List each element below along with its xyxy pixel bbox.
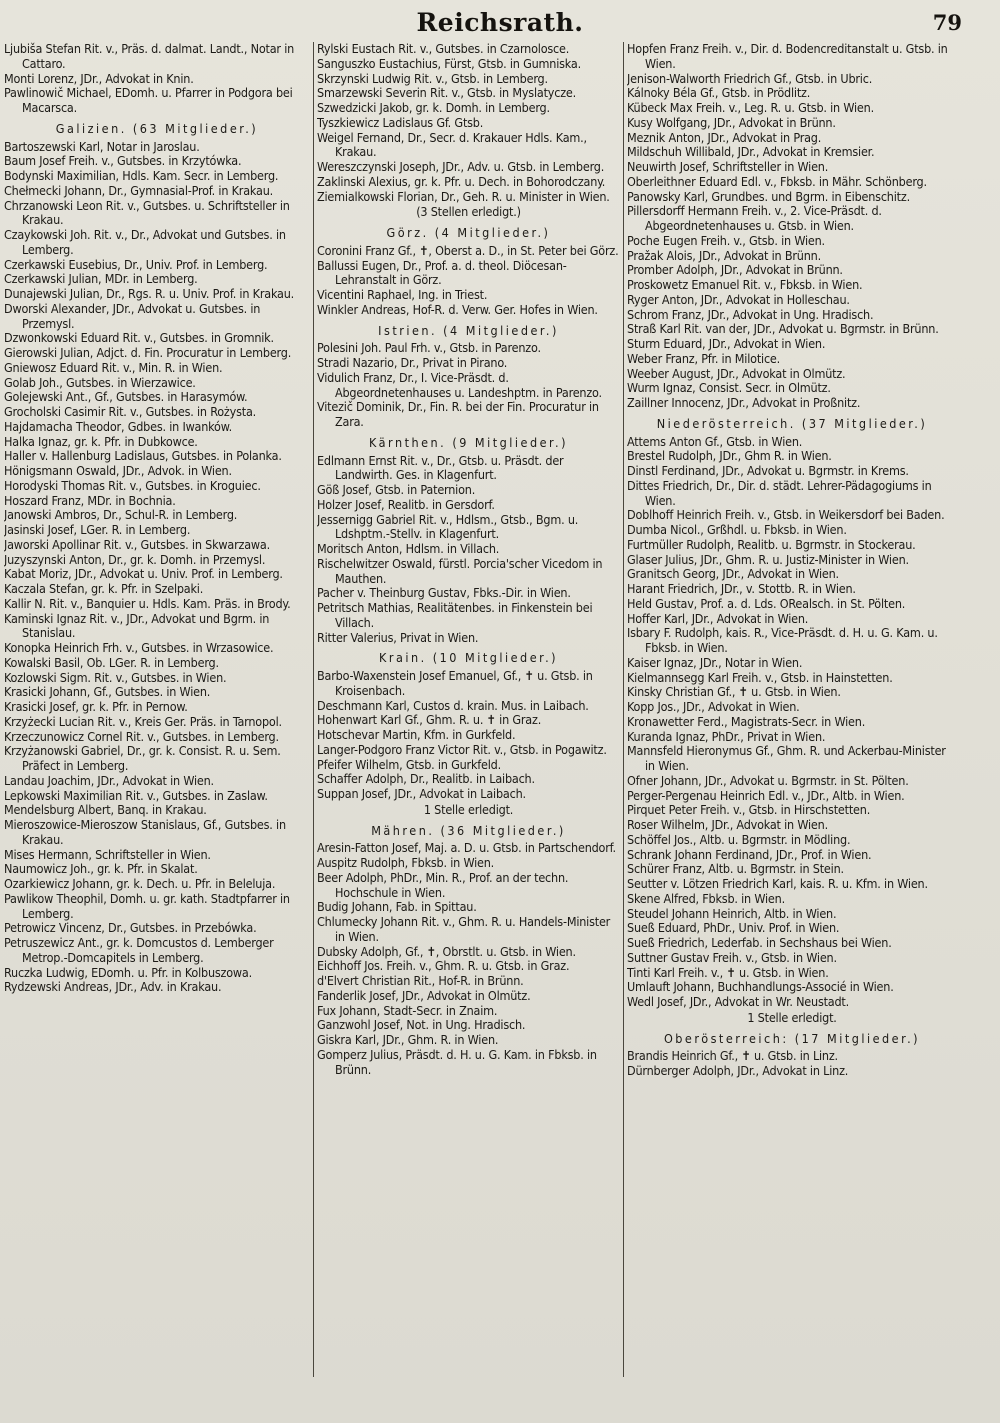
member-entry: Pawlinowič Michael, EDomh. u. Pfarrer in Podgora bei Macarsca.	[4, 85, 293, 115]
member-entry: Pawlikow Theophil, Domh. u. gr. kath. Stadtpfarrer in Lemberg.	[4, 890, 290, 921]
member-entry: Umlauft Johann, Buchhandlungs-Associé in Wien.	[627, 979, 894, 995]
member-entry: Fanderlik Josef, JDr., Advokat in Olmütz.	[317, 987, 531, 1003]
member-entry: Jasinski Josef, LGer. R. in Lemberg.	[4, 522, 191, 537]
section-heading: Niederösterreich. (37 Mitglieder.)	[656, 415, 928, 431]
member-entry: Czerkawski Julian, MDr. in Lemberg.	[4, 271, 198, 287]
member-entry: Polesini Joh. Paul Frh. v., Gtsb. in Parenzo.	[317, 340, 541, 356]
member-entry: Kronawetter Ferd., Magistrats-Secr. in Wien.	[627, 713, 866, 729]
member-entry: Vicentini Raphael, Ing. in Triest.	[317, 287, 488, 302]
member-entry: Rydzewski Andreas, JDr., Adv. in Krakau.	[4, 979, 222, 995]
member-entry: Schaffer Adolph, Dr., Realitb. in Laibach.	[317, 771, 535, 787]
member-entry: Kallir N. Rit. v., Banquier u. Hdls. Kam. Präs. in Brody.	[4, 595, 291, 611]
member-entry: Granitsch Georg, JDr., Advokat in Wien.	[627, 566, 839, 582]
member-entry: Langer-Podgoro Franz Victor Rit. v., Gtsb. in Pogawitz.	[317, 741, 607, 757]
member-entry: Deschmann Karl, Custos d. krain. Mus. in Laibach.	[317, 697, 589, 713]
member-entry: Edlmann Ernst Rit. v., Dr., Gtsb. u. Präsdt. der Landwirth. Ges. in Klagenfurt.	[317, 452, 564, 483]
member-entry: Hönigsmann Oswald, JDr., Advok. in Wien.	[4, 463, 232, 478]
member-entry: Ballussi Eugen, Dr., Prof. a. d. theol. Diöcesan-Lehranstalt in Görz.	[317, 257, 567, 288]
member-entry: Weber Franz, Pfr. in Milotice.	[627, 350, 781, 366]
member-entry: Sueß Friedrich, Lederfab. in Sechshaus bei Wien.	[627, 935, 892, 950]
member-entry: Baum Josef Freih. v., Gutsbes. in Krzytówka.	[4, 153, 242, 169]
member-entry: Gniewosz Eduard Rit. v., Min. R. in Wien.	[4, 359, 223, 375]
member-entry: Jessernigg Gabriel Rit. v., Hdlsm., Gtsb., Bgm. u. Ldshptm.-Stellv. in Klagenfurt.	[317, 511, 579, 542]
member-entry: Tinti Karl Freih. v., ✝ u. Gtsb. in Wien.	[627, 964, 829, 980]
member-entry: Kopp Jos., JDr., Advokat in Wien.	[627, 699, 800, 714]
member-entry: Furtmüller Rudolph, Realitb. u. Bgrmstr. in Stockerau.	[627, 536, 916, 552]
member-entry: Mises Hermann, Schriftsteller in Wien.	[4, 846, 211, 862]
member-entry: Stradi Nazario, Dr., Privat in Pirano.	[317, 355, 508, 370]
member-entry: Juzyszynski Anton, Dr., gr. k. Domh. in Przemysl.	[4, 551, 266, 567]
section-heading: Mähren. (36 Mitglieder.)	[371, 822, 566, 838]
member-entry: Dumba Nicol., Grßhdl. u. Fbksb. in Wien.	[627, 522, 847, 537]
member-entry: Harant Friedrich, JDr., v. Stottb. R. in Wien.	[627, 581, 856, 596]
member-entry: Naumowicz Joh., gr. k. Pfr. in Skalat.	[4, 861, 198, 877]
member-entry: Hajdamacha Theodor, Gdbes. in Iwanków.	[4, 418, 232, 434]
member-entry: Attems Anton Gf., Gtsb. in Wien.	[627, 433, 803, 449]
member-entry: Mendelsburg Albert, Banq. in Krakau.	[4, 802, 207, 818]
member-entry: Sanguszko Eustachius, Fürst, Gtsb. in Gumniska.	[317, 55, 581, 71]
member-entry: Weigel Fernand, Dr., Secr. d. Krakauer Hdls. Kam., Krakau.	[317, 129, 587, 160]
member-entry: Gomperz Julius, Präsdt. d. H. u. G. Kam. in Fbksb. in Brünn.	[317, 1046, 597, 1077]
member-entry: Straß Karl Rit. van der, JDr., Advokat u. Bgrmstr. in Brünn.	[627, 321, 939, 337]
member-entry: Fux Johann, Stadt-Secr. in Znaim.	[317, 1002, 498, 1018]
member-entry: Krasicki Josef, gr. k. Pfr. in Pernow.	[4, 699, 188, 714]
member-entry: Promber Adolph, JDr., Advokat in Brünn.	[627, 262, 843, 278]
member-entry: Grocholski Casimir Rit. v., Gutsbes. in Rożysta.	[4, 404, 257, 419]
member-entry: Kowalski Basil, Ob. LGer. R. in Lemberg.	[4, 654, 219, 670]
section-heading: Kärnthen. (9 Mitglieder.)	[369, 434, 568, 450]
member-entry: Doblhoff Heinrich Freih. v., Gtsb. in Weikersdorf bei Baden.	[627, 507, 945, 523]
member-entry: Golab Joh., Gutsbes. in Wierzawice.	[4, 374, 196, 390]
member-entry: Kübeck Max Freih. v., Leg. R. u. Gtsb. in Wien.	[627, 100, 874, 115]
member-entry: Kuranda Ignaz, PhDr., Privat in Wien.	[627, 728, 826, 744]
member-entry: Wereszczynski Joseph, JDr., Adv. u. Gtsb. in Lemberg.	[317, 159, 605, 174]
column-1	[4, 42, 310, 1402]
member-entry: Hotschevar Martin, Kfm. in Gurkfeld.	[317, 727, 516, 742]
member-entry: Kaminski Ignaz Rit. v., JDr., Advokat und Bgrm. in Stanislau.	[4, 610, 270, 641]
member-entry: Kaczala Stefan, gr. k. Pfr. in Szelpaki.	[4, 581, 204, 596]
member-entry: Czaykowski Joh. Rit. v., Dr., Advokat und Gutsbes. in Lemberg.	[4, 227, 286, 257]
member-entry: Dittes Friedrich, Dr., Dir. d. städt. Lehrer-Pädagogiums in Wien.	[627, 477, 932, 508]
member-entry: Auspitz Rudolph, Fbksb. in Wien.	[317, 855, 495, 870]
member-entry: Czerkawski Eusebius, Dr., Univ. Prof. in Lemberg.	[4, 256, 268, 272]
member-entry: Ganzwohl Josef, Not. in Ung. Hradisch.	[317, 1017, 526, 1033]
vacancy-note: (3 Stellen erledigt.)	[416, 204, 521, 220]
member-entry: Brestel Rudolph, JDr., Ghm R. in Wien.	[627, 448, 832, 464]
page-header	[0, 6, 1000, 40]
member-entry: Sueß Eduard, PhDr., Univ. Prof. in Wien.	[627, 920, 840, 936]
member-entry: Dunajewski Julian, Dr., Rgs. R. u. Univ. Prof. in Krakau.	[4, 286, 295, 301]
member-entry: Suttner Gustav Freih. v., Gtsb. in Wien.	[627, 949, 837, 965]
member-entry: Horodyski Thomas Rit. v., Gutsbes. in Kroguiec.	[4, 477, 261, 493]
member-entry: Schürer Franz, Altb. u. Bgrmstr. in Stein.	[627, 861, 844, 877]
member-entry: Coronini Franz Gf., ✝, Oberst a. D., in St. Peter bei Görz.	[317, 242, 619, 258]
member-entry: Barbo-Waxenstein Josef Emanuel, Gf., ✝ u. Gtsb. in Kroisenbach.	[317, 668, 593, 698]
member-entry: Budig Johann, Fab. in Spittau.	[317, 899, 477, 915]
member-entry: Krasicki Johann, Gf., Gutsbes. in Wien.	[4, 684, 211, 700]
member-entry: Tyszkiewicz Ladislaus Gf. Gtsb.	[317, 114, 484, 130]
member-entry: Ruczka Ludwig, EDomh. u. Pfr. in Kolbuszowa.	[4, 964, 252, 980]
member-entry: Mieroszowice-Mieroszow Stanislaus, Gf., Gutsbes. in Krakau.	[4, 817, 286, 847]
member-entry: Dinstl Ferdinand, JDr., Advokat u. Bgrmstr. in Krems.	[627, 463, 909, 478]
member-entry: Schrank Johann Ferdinand, JDr., Prof. in Wien.	[627, 846, 872, 862]
member-entry: Jaworski Apollinar Rit. v., Gutsbes. in Skwarzawa.	[4, 536, 270, 552]
member-entry: Ljubiša Stefan Rit. v., Präs. d. dalmat. Landt., Notar in Cattaro.	[4, 42, 295, 71]
member-entry: Sturm Eduard, JDr., Advokat in Wien.	[627, 336, 826, 351]
member-entry: Hoffer Karl, JDr., Advokat in Wien.	[627, 610, 809, 626]
member-entry: Haller v. Hallenburg Ladislaus, Gutsbes. in Polanka.	[4, 448, 282, 464]
member-entry: Steudel Johann Heinrich, Altb. in Wien.	[627, 905, 837, 921]
member-entry: Skrzynski Ludwig Rit. v., Gtsb. in Lemberg.	[317, 70, 548, 86]
vacancy-note: 1 Stelle erledigt.	[423, 801, 514, 817]
vacancy-note: 1 Stelle erledigt.	[747, 1009, 837, 1025]
member-entry: Pirquet Peter Freih. v., Gtsb. in Hirschstetten.	[627, 802, 871, 818]
member-entry: Ziemialkowski Florian, Dr., Geh. R. u. Minister in Wien.	[317, 188, 610, 204]
member-entry: Ozarkiewicz Johann, gr. k. Dech. u. Pfr. in Beleluja.	[4, 876, 276, 891]
member-entry: Giskra Karl, JDr., Ghm. R. in Wien.	[317, 1032, 499, 1047]
member-entry: Poche Eugen Freih. v., Gtsb. in Wien.	[627, 232, 825, 248]
member-entry: Petrowicz Vincenz, Dr., Gutsbes. in Przebówka.	[4, 920, 257, 936]
member-entry: Rylski Eustach Rit. v., Gutsbes. in Czarnolosce.	[317, 42, 570, 56]
member-entry: Kabat Moriz, JDr., Advokat u. Univ. Prof. in Lemberg.	[4, 566, 283, 582]
member-entry: Beer Adolph, PhDr., Min. R., Prof. an der techn. Hochschule in Wien.	[317, 869, 569, 900]
member-entry: Dubsky Adolph, Gf., ✝, Obrstlt. u. Gtsb. in Wien.	[317, 943, 576, 959]
member-entry: Janowski Ambros, Dr., Schul-R. in Lemberg.	[4, 507, 238, 523]
member-entry: Schöffel Jos., Altb. u. Bgrmstr. in Mödling.	[627, 831, 851, 847]
member-entry: Lepkowski Maximilian Rit. v., Gutsbes. in Zaslaw.	[4, 787, 268, 803]
member-entry: Gierowski Julian, Adjct. d. Fin. Procuratur in Lemberg.	[4, 345, 292, 360]
member-entry: Aresin-Fatton Josef, Maj. a. D. u. Gtsb. in Partschendorf.	[317, 840, 616, 856]
member-entry: Chrzanowski Leon Rit. v., Gutsbes. u. Schriftsteller in Krakau.	[4, 197, 290, 228]
member-entry: Krzyżecki Lucian Rit. v., Kreis Ger. Präs. in Tarnopol.	[4, 713, 282, 729]
member-entry: Proskowetz Emanuel Rit. v., Fbksb. in Wien.	[627, 277, 863, 292]
member-entry: Oberleithner Eduard Edl. v., Fbksb. in Mähr. Schönberg.	[627, 173, 927, 189]
member-entry: Meznik Anton, JDr., Advokat in Prag.	[627, 129, 822, 145]
member-entry: Rischelwitzer Oswald, fürstl. Porcia'scher Vicedom in Mauthen.	[317, 555, 603, 586]
member-entry: Hohenwart Karl Gf., Ghm. R. u. ✝ in Graz.	[317, 712, 542, 728]
member-entry: Holzer Josef, Realitb. in Gersdorf.	[317, 496, 495, 512]
section-heading: Görz. (4 Mitglieder.)	[386, 225, 551, 240]
member-entry: Pfeifer Wilhelm, Gtsb. in Gurkfeld.	[317, 756, 501, 772]
member-entry: Petritsch Mathias, Realitätenbes. in Finkenstein bei Villach.	[317, 600, 593, 630]
member-entry: Chlumecky Johann Rit. v., Ghm. R. u. Handels-Minister in Wien.	[317, 914, 611, 944]
member-entry: Seutter v. Lötzen Friedrich Karl, kais. R. u. Kfm. in Wien.	[627, 876, 928, 891]
member-entry: Ryger Anton, JDr., Advokat in Holleschau.	[627, 291, 850, 307]
member-entry: Hopfen Franz Freih. v., Dir. d. Bodencreditanstalt u. Gtsb. in Wien.	[627, 42, 948, 71]
section-heading: Krain. (10 Mitglieder.)	[378, 650, 559, 666]
member-entry: Monti Lorenz, JDr., Advokat in Knin.	[4, 70, 194, 86]
section-heading: Oberösterreich: (17 Mitglieder.)	[663, 1030, 921, 1046]
member-entry: Hoszard Franz, MDr. in Bochnia.	[4, 492, 176, 508]
member-entry: Vidulich Franz, Dr., I. Vice-Präsdt. d. Abgeordnetenhauses u. Landeshptm. in Parenzo.	[317, 369, 602, 400]
member-entry: Brandis Heinrich Gf., ✝ u. Gtsb. in Linz.	[627, 1048, 838, 1064]
member-entry: Wurm Ignaz, Consist. Secr. in Olmütz.	[627, 380, 831, 396]
member-entry: Glaser Julius, JDr., Ghm. R. u. Justiz-Minister in Wien.	[627, 551, 909, 567]
member-entry: Kinsky Christian Gf., ✝ u. Gtsb. in Wien.	[627, 684, 841, 700]
member-entry: Suppan Josef, JDr., Advokat in Laibach.	[317, 786, 526, 801]
member-entry: Kusy Wolfgang, JDr., Advokat in Brünn.	[627, 114, 836, 130]
member-entry: Kielmannsegg Karl Freih. v., Gtsb. in Hainstetten.	[627, 669, 893, 685]
member-entry: Neuwirth Josef, Schriftsteller in Wien.	[627, 159, 829, 174]
member-entry: Pacher v. Theinburg Gustav, Fbks.-Dir. in Wien.	[317, 585, 571, 601]
member-entry: Dürnberger Adolph, JDr., Advokat in Linz.	[627, 1063, 849, 1078]
member-entry: Moritsch Anton, Hdlsm. in Villach.	[317, 541, 500, 556]
member-entry: Ofner Johann, JDr., Advokat u. Bgrmstr. in St. Pölten.	[627, 772, 909, 788]
member-entry: Eichhoff Jos. Freih. v., Ghm. R. u. Gtsb. in Graz.	[317, 958, 570, 974]
member-entry: Chełmecki Johann, Dr., Gymnasial-Prof. in Krakau.	[4, 182, 273, 198]
member-entry: Kaiser Ignaz, JDr., Notar in Wien.	[627, 654, 803, 670]
member-entry: Bartoszewski Karl, Notar in Jaroslau.	[4, 138, 200, 154]
member-entry: Schrom Franz, JDr., Advokat in Ung. Hradisch.	[627, 306, 874, 322]
member-entry: Szwedzicki Jakob, gr. k. Domh. in Lemberg.	[317, 100, 550, 115]
member-entry: Halka Ignaz, gr. k. Pfr. in Dubkowce.	[4, 433, 198, 449]
column-divider	[623, 42, 624, 1377]
member-entry: Konopka Heinrich Frh. v., Gutsbes. in Wrzasowice.	[4, 640, 274, 655]
page-number: 79	[932, 10, 962, 35]
member-entry: Weeber August, JDr., Advokat in Olmütz.	[627, 365, 846, 381]
member-entry: Kozlowski Sigm. Rit. v., Gutsbes. in Wien.	[4, 669, 227, 685]
member-entry: Landau Joachim, JDr., Advokat in Wien.	[4, 772, 214, 788]
member-entry: Panowsky Karl, Grundbes. und Bgrm. in Eibenschitz.	[627, 188, 910, 204]
member-entry: Petruszewicz Ant., gr. k. Domcustos d. Lemberger Metrop.-Domcapitels in Lemberg.	[4, 935, 274, 965]
section-heading: Istrien. (4 Mitglieder.)	[378, 322, 559, 338]
member-entry: Held Gustav, Prof. a. d. Lds. ORealsch. in St. Pölten.	[627, 595, 906, 611]
member-entry: Isbary F. Rudolph, kais. R., Vice-Präsdt. d. H. u. G. Kam. u. Fbksb. in Wien.	[627, 625, 938, 655]
member-entry: Vitezič Dominik, Dr., Fin. R. bei der Fin. Procuratur in Zara.	[317, 399, 599, 429]
member-entry: Ritter Valerius, Privat in Wien.	[317, 629, 479, 645]
member-entry: Dworski Alexander, JDr., Advokat u. Gutsbes. in Przemysl.	[4, 300, 261, 331]
member-entry: Winkler Andreas, Hof-R. d. Verw. Ger. Hofes in Wien.	[317, 301, 598, 317]
member-entry: Krzeczunowicz Cornel Rit. v., Gutsbes. in Lemberg.	[4, 728, 279, 744]
member-entry: Krzyżanowski Gabriel, Dr., gr. k. Consist. R. u. Sem. Präfect in Lemberg.	[4, 743, 281, 773]
member-entry: Wedl Josef, JDr., Advokat in Wr. Neustadt.	[627, 994, 850, 1009]
member-entry: Mannsfeld Hieronymus Gf., Ghm. R. und Ackerbau-Minister in Wien.	[627, 743, 946, 773]
member-entry: Skene Alfred, Fbksb. in Wien.	[627, 890, 785, 906]
page-title: Reichsrath.	[416, 8, 584, 37]
member-entry: Perger-Pergenau Heinrich Edl. v., JDr., Altb. in Wien.	[627, 787, 905, 803]
member-entry: Mildschuh Willibald, JDr., Advokat in Kremsier.	[627, 144, 875, 160]
member-entry: Zaklinski Alexius, gr. k. Pfr. u. Dech. in Bohorodczany.	[317, 173, 606, 189]
member-entry: Jenison-Walworth Friedrich Gf., Gtsb. in Ubric.	[627, 70, 873, 86]
member-entry: Göß Josef, Gtsb. in Paternion.	[317, 482, 476, 497]
column-3	[627, 42, 957, 1402]
member-entry: Golejewski Ant., Gf., Gutsbes. in Harasymów.	[4, 389, 248, 405]
member-entry: d'Elvert Christian Rit., Hof-R. in Brünn.	[317, 973, 524, 988]
member-entry: Smarzewski Severin Rit. v., Gtsb. in Myslatycze.	[317, 85, 577, 101]
section-heading: Galizien. (63 Mitglieder.)	[55, 120, 259, 136]
member-entry: Pillersdorff Hermann Freih. v., 2. Vice-Präsdt. d. Abgeordnetenhauses u. Gtsb. in Wien.	[627, 203, 882, 233]
member-entry: Roser Wilhelm, JDr., Advokat in Wien.	[627, 817, 828, 832]
member-entry: Kálnoky Béla Gf., Gtsb. in Prödlitz.	[627, 85, 811, 101]
member-entry: Zaillner Innocenz, JDr., Advokat in Proßnitz.	[627, 395, 861, 410]
member-entry: Dzwonkowski Eduard Rit. v., Gutsbes. in Gromnik.	[4, 330, 274, 346]
member-entry: Pražak Alois, JDr., Advokat in Brünn.	[627, 247, 821, 263]
member-entry: Bodynski Maximilian, Hdls. Kam. Secr. in Lemberg.	[4, 168, 279, 183]
column-2	[317, 42, 620, 1402]
column-divider	[313, 42, 314, 1377]
